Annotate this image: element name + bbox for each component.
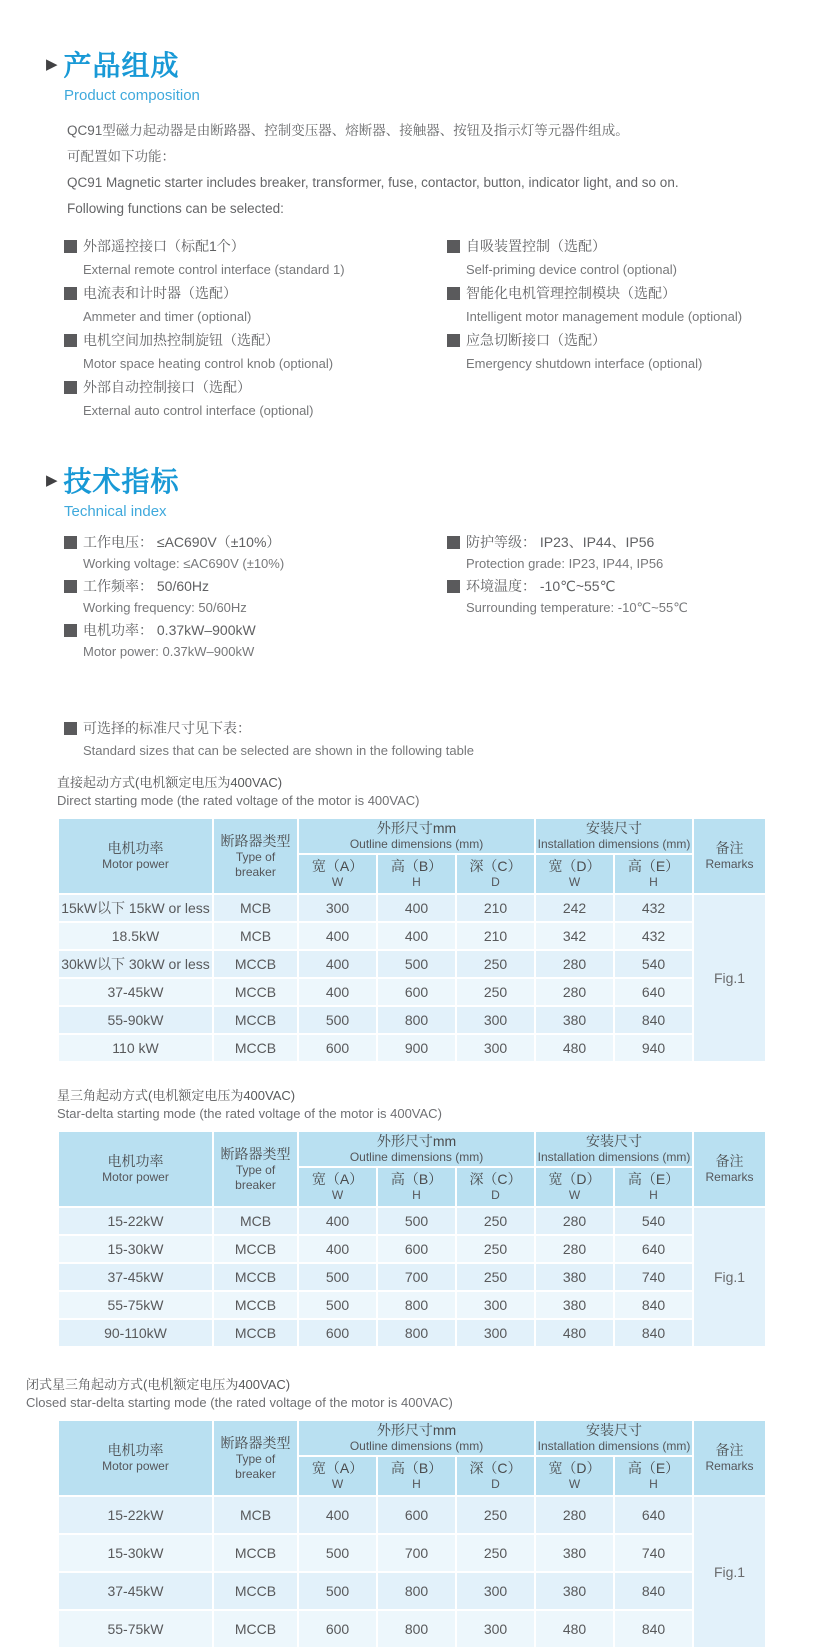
- table-row: [58, 978, 766, 1006]
- item-text-en: Working frequency: 50/60Hz: [83, 600, 247, 615]
- table-row: [58, 950, 766, 978]
- intro-line-en-1: QC91 Magnetic starter includes breaker, transformer, fuse, contactor, button, indicator light, and so on.: [67, 175, 679, 190]
- table-cell: 280: [535, 1235, 614, 1263]
- item-text-en: Working voltage: ≤AC690V (±10%): [83, 556, 285, 571]
- size-table-block-direct: [57, 774, 769, 1063]
- table-cell: 300: [456, 1006, 535, 1034]
- table-cell: 37-45kW: [58, 1263, 213, 1291]
- table-remark-cell: Fig.1: [693, 894, 766, 1062]
- table-cell: 480: [535, 1319, 614, 1347]
- table-caption: [57, 774, 769, 810]
- section-title-en: Technical index: [64, 503, 167, 520]
- table-cell: 380: [535, 1263, 614, 1291]
- table-cell: 840: [614, 1319, 693, 1347]
- table-cell: 30kW以下 30kW or less: [58, 950, 213, 978]
- intro-line-zh-1: QC91型磁力起动器是由断路器、控制变压器、熔断器、接触器、按钮及指示灯等元器件组成。: [67, 123, 629, 138]
- table-cell: 600: [298, 1610, 377, 1648]
- table-cell: 500: [298, 1572, 377, 1610]
- table-remark-cell: Fig.1: [693, 1207, 766, 1347]
- feature-columns: [64, 236, 830, 424]
- table-cell: 250: [456, 1235, 535, 1263]
- header-sub-col: 宽（D） W: [535, 1456, 614, 1496]
- table-caption-zh: 闭式星三角起动方式(电机额定电压为400VAC): [26, 1377, 291, 1392]
- bullet-square-icon: [447, 240, 460, 253]
- table-cell: 15-22kW: [58, 1496, 213, 1534]
- table-cell: 380: [535, 1291, 614, 1319]
- item-text-en: Motor power: 0.37kW–900kW: [83, 644, 255, 659]
- spec-item: [64, 620, 447, 659]
- item-text-en: Self-priming device control (optional): [466, 262, 677, 277]
- table-row: [58, 1496, 766, 1534]
- table-cell: 250: [456, 1263, 535, 1291]
- table-cell: 840: [614, 1006, 693, 1034]
- table-cell: 900: [377, 1034, 456, 1062]
- table-cell: MCCB: [213, 1291, 298, 1319]
- item-text-en: Emergency shutdown interface (optional): [466, 356, 703, 371]
- header-breaker-type: 断路器类型 Type of breaker: [213, 1131, 298, 1207]
- item-text-en: Surrounding temperature: -10℃~55℃: [466, 600, 688, 615]
- table-cell: 740: [614, 1534, 693, 1572]
- feature-item: [447, 236, 830, 277]
- table-cell: 37-45kW: [58, 1572, 213, 1610]
- section-title-en: Product composition: [64, 87, 200, 104]
- table-cell: 15kW以下 15kW or less: [58, 894, 213, 922]
- feature-item: [64, 330, 447, 371]
- table-cell: 300: [456, 1572, 535, 1610]
- item-text-zh: 防护等级： IP23、IP44、IP56: [466, 534, 655, 550]
- table-cell: 500: [298, 1534, 377, 1572]
- table-row: [58, 922, 766, 950]
- table-caption-zh: 星三角起动方式(电机额定电压为400VAC): [57, 1088, 296, 1103]
- table-row: [58, 1006, 766, 1034]
- table-cell: 840: [614, 1610, 693, 1648]
- note-text-zh: 可选择的标准尺寸见下表：: [83, 720, 251, 736]
- table-caption-en: Star-delta starting mode (the rated voltage of the motor is 400VAC): [57, 1106, 442, 1121]
- feature-column-right: [447, 236, 830, 424]
- table-row: [58, 1207, 766, 1235]
- section-title-zh: 技术指标: [63, 466, 180, 497]
- table-cell: 600: [377, 1496, 456, 1534]
- header-outline-dimensions: 外形尺寸mm Outline dimensions (mm): [298, 1420, 535, 1456]
- table-cell: MCCB: [213, 950, 298, 978]
- table-cell: 380: [535, 1572, 614, 1610]
- table-row: [58, 1319, 766, 1347]
- header-sub-col: 宽（D） W: [535, 854, 614, 894]
- header-motor-power: 电机功率 Motor power: [58, 818, 213, 894]
- table-cell: 300: [456, 1291, 535, 1319]
- item-text-zh: 外部自动控制接口（选配）: [83, 379, 251, 395]
- size-table-block-closed-star-delta: [26, 1376, 769, 1649]
- header-sub-col: 宽（A） W: [298, 1456, 377, 1496]
- header-outline-dimensions: 外形尺寸mm Outline dimensions (mm): [298, 1131, 535, 1167]
- table-cell: 380: [535, 1006, 614, 1034]
- section-technical-index: [0, 460, 830, 664]
- header-remarks: 备注 Remarks: [693, 1420, 766, 1496]
- bullet-square-icon: [64, 240, 77, 253]
- table-cell: 280: [535, 950, 614, 978]
- feature-item: [64, 283, 447, 324]
- table-cell: MCCB: [213, 1034, 298, 1062]
- table-cell: 37-45kW: [58, 978, 213, 1006]
- table-cell: 640: [614, 978, 693, 1006]
- table-caption-zh: 直接起动方式(电机额定电压为400VAC): [57, 775, 283, 790]
- header-sub-col: 高（E） H: [614, 1167, 693, 1207]
- table-cell: MCCB: [213, 978, 298, 1006]
- table-cell: 55-75kW: [58, 1291, 213, 1319]
- table-cell: 800: [377, 1572, 456, 1610]
- table-row: [58, 894, 766, 922]
- table-cell: MCB: [213, 1496, 298, 1534]
- intro-line-zh-2: 可配置如下功能：: [67, 149, 175, 164]
- item-text-zh: 工作频率： 50/60Hz: [83, 578, 210, 594]
- header-sub-col: 高（B） H: [377, 1167, 456, 1207]
- table-cell: 700: [377, 1534, 456, 1572]
- table-cell: 242: [535, 894, 614, 922]
- table-cell: 640: [614, 1235, 693, 1263]
- table-cell: MCB: [213, 922, 298, 950]
- table-cell: MCCB: [213, 1572, 298, 1610]
- size-table-star-delta: [57, 1130, 767, 1348]
- table-row: [58, 1263, 766, 1291]
- bullet-square-icon: [447, 580, 460, 593]
- table-cell: 250: [456, 1496, 535, 1534]
- table-caption-en: Direct starting mode (the rated voltage of the motor is 400VAC): [57, 793, 420, 808]
- note-row-zh: [64, 718, 830, 738]
- table-cell: MCCB: [213, 1006, 298, 1034]
- item-text-en: Ammeter and timer (optional): [83, 309, 252, 324]
- table-cell: MCCB: [213, 1235, 298, 1263]
- header-sub-col: 深（C） D: [456, 854, 535, 894]
- table-cell: 480: [535, 1034, 614, 1062]
- bullet-square-icon: [64, 536, 77, 549]
- table-cell: 55-90kW: [58, 1006, 213, 1034]
- table-cell: 600: [298, 1034, 377, 1062]
- table-cell: 400: [298, 1235, 377, 1263]
- table-cell: 600: [298, 1319, 377, 1347]
- note-text-en: Standard sizes that can be selected are shown in the following table: [83, 743, 474, 758]
- table-cell: 840: [614, 1291, 693, 1319]
- table-cell: 15-22kW: [58, 1207, 213, 1235]
- header-sub-col: 深（C） D: [456, 1456, 535, 1496]
- header-motor-power: 电机功率 Motor power: [58, 1131, 213, 1207]
- table-row: [58, 1534, 766, 1572]
- item-text-en: Motor space heating control knob (optional): [83, 356, 334, 371]
- header-breaker-type: 断路器类型 Type of breaker: [213, 1420, 298, 1496]
- table-cell: 400: [377, 922, 456, 950]
- item-text-zh: 智能化电机管理控制模块（选配）: [466, 285, 676, 301]
- table-cell: 600: [377, 1235, 456, 1263]
- spec-columns: [64, 532, 830, 664]
- header-installation-dimensions: 安装尺寸 Installation dimensions (mm): [535, 1131, 693, 1167]
- header-sub-col: 深（C） D: [456, 1167, 535, 1207]
- table-cell: 400: [377, 894, 456, 922]
- table-cell: 15-30kW: [58, 1534, 213, 1572]
- table-cell: 540: [614, 950, 693, 978]
- table-cell: 500: [298, 1291, 377, 1319]
- spec-item: [447, 532, 830, 571]
- table-cell: 600: [377, 978, 456, 1006]
- table-cell: 250: [456, 1207, 535, 1235]
- table-caption-en: Closed star-delta starting mode (the rated voltage of the motor is 400VAC): [26, 1395, 453, 1410]
- size-table-block-star-delta: [57, 1087, 769, 1348]
- table-cell: 432: [614, 922, 693, 950]
- table-cell: 250: [456, 1534, 535, 1572]
- table-cell: 700: [377, 1263, 456, 1291]
- header-sub-col: 宽（A） W: [298, 854, 377, 894]
- header-installation-dimensions: 安装尺寸 Installation dimensions (mm): [535, 818, 693, 854]
- table-cell: 280: [535, 1496, 614, 1534]
- table-cell: 110 kW: [58, 1034, 213, 1062]
- table-cell: 500: [298, 1263, 377, 1291]
- bullet-square-icon: [447, 287, 460, 300]
- table-cell: 800: [377, 1610, 456, 1648]
- feature-column-left: [64, 236, 447, 424]
- bullet-square-icon: [64, 381, 77, 394]
- bullet-square-icon: [64, 624, 77, 637]
- table-cell: 300: [456, 1034, 535, 1062]
- standard-sizes-note: [64, 718, 830, 758]
- spec-item: [64, 532, 447, 571]
- table-row: [58, 1235, 766, 1263]
- table-cell: 55-75kW: [58, 1610, 213, 1648]
- table-cell: 380: [535, 1534, 614, 1572]
- bullet-square-icon: [447, 536, 460, 549]
- table-cell: MCCB: [213, 1263, 298, 1291]
- table-cell: 432: [614, 894, 693, 922]
- table-row: [58, 1034, 766, 1062]
- table-cell: 500: [377, 950, 456, 978]
- table-cell: 280: [535, 1207, 614, 1235]
- table-cell: 210: [456, 922, 535, 950]
- header-sub-col: 宽（A） W: [298, 1167, 377, 1207]
- table-cell: 90-110kW: [58, 1319, 213, 1347]
- item-text-zh: 电流表和计时器（选配）: [83, 285, 237, 301]
- section-heading: [46, 460, 830, 500]
- header-motor-power: 电机功率 Motor power: [58, 1420, 213, 1496]
- table-cell: 15-30kW: [58, 1235, 213, 1263]
- header-installation-dimensions: 安装尺寸 Installation dimensions (mm): [535, 1420, 693, 1456]
- table-caption: [26, 1376, 769, 1412]
- item-text-zh: 电机空间加热控制旋钮（选配）: [83, 332, 279, 348]
- table-cell: 500: [377, 1207, 456, 1235]
- header-outline-dimensions: 外形尺寸mm Outline dimensions (mm): [298, 818, 535, 854]
- table-cell: MCB: [213, 894, 298, 922]
- item-text-zh: 电机功率： 0.37kW–900kW: [83, 622, 256, 638]
- item-text-zh: 外部遥控接口（标配1个）: [83, 238, 245, 254]
- bullet-square-icon: [447, 334, 460, 347]
- table-cell: 800: [377, 1319, 456, 1347]
- table-cell: 400: [298, 1207, 377, 1235]
- table-row: [58, 1610, 766, 1648]
- table-cell: 300: [298, 894, 377, 922]
- spec-column-right: [447, 532, 830, 664]
- table-cell: 250: [456, 950, 535, 978]
- table-cell: 400: [298, 922, 377, 950]
- bullet-square-icon: [64, 580, 77, 593]
- table-cell: MCCB: [213, 1319, 298, 1347]
- table-cell: 740: [614, 1263, 693, 1291]
- table-cell: 940: [614, 1034, 693, 1062]
- feature-item: [447, 330, 830, 371]
- intro-paragraphs: [67, 118, 830, 222]
- table-cell: MCB: [213, 1207, 298, 1235]
- item-text-zh: 工作电压： ≤AC690V（±10%）: [83, 534, 281, 550]
- table-cell: 400: [298, 978, 377, 1006]
- table-cell: MCCB: [213, 1534, 298, 1572]
- section-heading: [46, 44, 830, 84]
- table-cell: 250: [456, 978, 535, 1006]
- header-sub-col: 高（B） H: [377, 1456, 456, 1496]
- header-breaker-type: 断路器类型 Type of breaker: [213, 818, 298, 894]
- header-sub-col: 高（E） H: [614, 854, 693, 894]
- table-cell: 342: [535, 922, 614, 950]
- section-product-composition: [0, 0, 830, 424]
- table-cell: MCCB: [213, 1610, 298, 1648]
- item-text-en: Intelligent motor management module (optional): [466, 309, 743, 324]
- table-remark-cell: Fig.1: [693, 1496, 766, 1648]
- section-title-zh: 产品组成: [63, 50, 180, 81]
- table-cell: 210: [456, 894, 535, 922]
- table-cell: 800: [377, 1006, 456, 1034]
- spec-item: [447, 576, 830, 616]
- table-row: [58, 1291, 766, 1319]
- table-cell: 840: [614, 1572, 693, 1610]
- feature-item: [64, 236, 447, 277]
- size-table-direct: [57, 817, 767, 1063]
- table-cell: 300: [456, 1610, 535, 1648]
- header-remarks: 备注 Remarks: [693, 818, 766, 894]
- feature-item: [447, 283, 830, 324]
- bullet-square-icon: [64, 287, 77, 300]
- table-cell: 280: [535, 978, 614, 1006]
- item-text-zh: 自吸装置控制（选配）: [466, 238, 606, 254]
- intro-line-en-2: Following functions can be selected:: [67, 201, 284, 216]
- item-text-en: External remote control interface (standard 1): [83, 262, 345, 277]
- item-text-zh: 环境温度： -10℃~55℃: [466, 578, 616, 594]
- table-row: [58, 1572, 766, 1610]
- table-cell: 640: [614, 1496, 693, 1534]
- table-cell: 400: [298, 1496, 377, 1534]
- header-remarks: 备注 Remarks: [693, 1131, 766, 1207]
- table-cell: 800: [377, 1291, 456, 1319]
- table-caption: [57, 1087, 769, 1123]
- table-cell: 400: [298, 950, 377, 978]
- item-text-en: External auto control interface (optional): [83, 403, 314, 418]
- table-cell: 540: [614, 1207, 693, 1235]
- spec-column-left: [64, 532, 447, 664]
- item-text-zh: 应急切断接口（选配）: [466, 332, 606, 348]
- size-table-closed-star-delta: [57, 1419, 767, 1649]
- header-sub-col: 高（B） H: [377, 854, 456, 894]
- table-cell: 300: [456, 1319, 535, 1347]
- table-cell: 500: [298, 1006, 377, 1034]
- section-arrow-icon: ▶: [46, 55, 58, 73]
- bullet-square-icon: [64, 334, 77, 347]
- section-arrow-icon: ▶: [46, 471, 58, 489]
- feature-item: [64, 377, 447, 418]
- bullet-square-icon: [64, 722, 77, 735]
- table-cell: 18.5kW: [58, 922, 213, 950]
- table-cell: 480: [535, 1610, 614, 1648]
- header-sub-col: 高（E） H: [614, 1456, 693, 1496]
- spec-item: [64, 576, 447, 615]
- header-sub-col: 宽（D） W: [535, 1167, 614, 1207]
- item-text-en: Protection grade: IP23, IP44, IP56: [466, 556, 664, 571]
